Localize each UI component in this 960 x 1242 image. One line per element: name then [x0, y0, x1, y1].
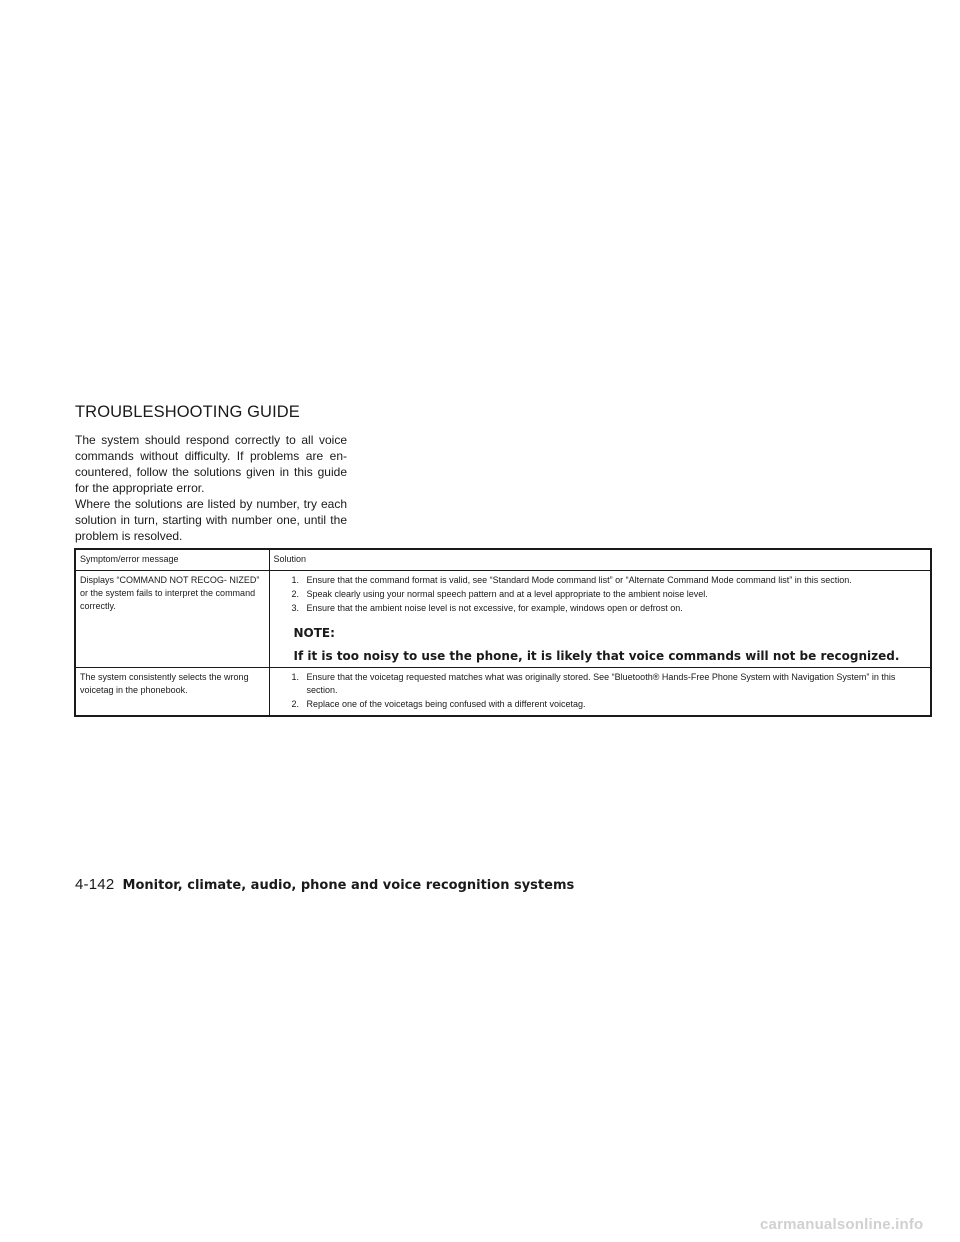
solution-step — [292, 588, 927, 601]
note-label: NOTE: — [293, 626, 335, 640]
step-text: Ensure that the voicetag requested matches what was originally stored. See “Bluetooth® Hands-Free Phone System with Navigation System” in this section. — [306, 672, 896, 695]
table-header-row — [75, 549, 931, 571]
troubleshooting-table — [74, 548, 932, 717]
solution-step — [292, 671, 927, 697]
solution-step — [292, 602, 927, 615]
symptom-cell: The system consistently selects the wrong voicetag in the phonebook. — [75, 668, 269, 717]
step-text: Ensure that the ambient noise level is not excessive, for example, windows open or defrost on. — [306, 603, 683, 613]
watermark: carmanualsonline.info — [760, 1216, 924, 1233]
solution-step — [292, 574, 927, 587]
solution-steps — [274, 574, 927, 615]
page-number: 4-142 — [75, 876, 115, 893]
step-number: 2. — [291, 589, 300, 599]
solution-cell — [269, 571, 931, 668]
step-number: 3. — [291, 603, 300, 613]
chapter-title: Monitor, climate, audio, phone and voice recognition systems — [122, 878, 575, 893]
note-text: If it is too noisy to use the phone, it is likely that voice commands will not be recognized. — [293, 649, 900, 663]
step-number: 1. — [291, 575, 300, 585]
table-row — [75, 668, 931, 717]
solution-cell — [269, 668, 931, 717]
solution-step — [292, 698, 927, 711]
symptom-cell: Displays “COMMAND NOT RECOG- NIZED” or the system fails to interpret the command correctly. — [75, 571, 269, 668]
step-number: 2. — [291, 699, 300, 709]
solution-steps — [274, 671, 927, 711]
intro-paragraph: The system should respond correctly to all voice commands without difficulty. If problems are en- countered, follow the solutions given in this guide for the appropriate error. — [75, 433, 347, 495]
step-text: Replace one of the voicetags being confused with a different voicetag. — [306, 699, 586, 709]
step-text: Ensure that the command format is valid, see “Standard Mode command list” or “Alternate Command Mode command list” in this section. — [306, 575, 852, 585]
section-title: TROUBLESHOOTING GUIDE — [75, 403, 300, 421]
step-text: Speak clearly using your normal speech pattern and at a level appropriate to the ambient noise level. — [306, 589, 708, 599]
column-header-symptom: Symptom/error message — [75, 549, 269, 571]
instructions-paragraph: Where the solutions are listed by number, try each solution in turn, starting with number one, until the problem is resolved. — [75, 497, 347, 543]
table-row — [75, 571, 931, 668]
page-footer — [75, 876, 574, 893]
step-number: 1. — [291, 672, 300, 682]
column-header-solution: Solution — [269, 549, 931, 571]
